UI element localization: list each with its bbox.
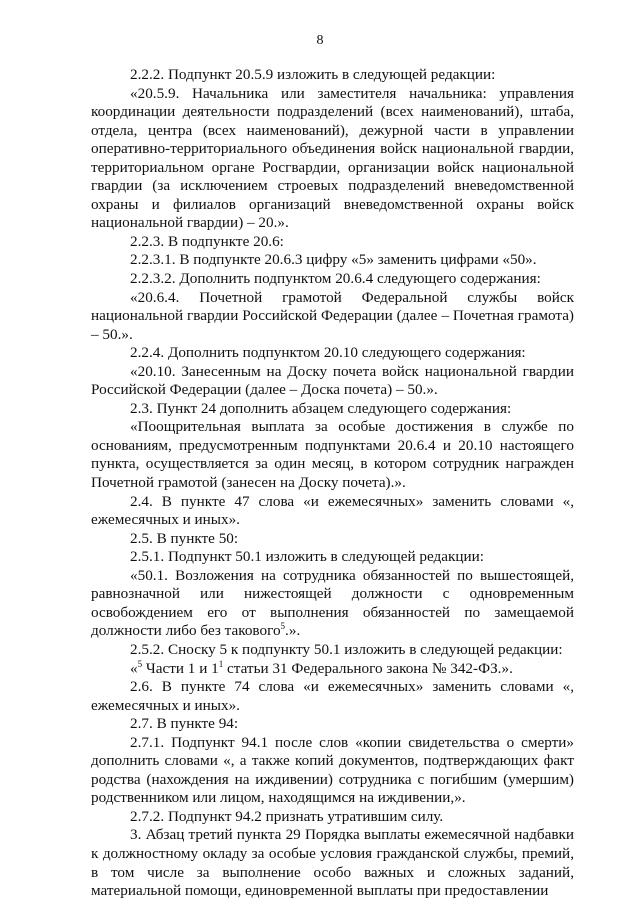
paragraph: 2.6. В пункте 74 слова «и ежемесячных» заменить словами «, ежемесячных и иных». xyxy=(91,678,574,714)
footnote-sup: 5 xyxy=(137,658,143,669)
paragraph-50-1-tail: .». xyxy=(285,622,301,640)
paragraph: 3. Абзац третий пункта 29 Порядка выплаты ежемесячной надбавки к должностному окладу за особые условия гражданской службы, премий, в том числе за выполнение особо важных и сложных заданий, материальной помощи, единовременной выплаты при предоставлении xyxy=(91,826,574,900)
paragraph: 2.2.3. В подпункте 20.6: xyxy=(130,232,284,250)
paragraph: 2.3. Пункт 24 дополнить абзацем следующего содержания: xyxy=(130,399,512,417)
paragraph: 2.2.3.1. В подпункте 20.6.3 цифру «5» заменить цифрами «50». xyxy=(130,251,537,269)
page-number: 8 xyxy=(316,33,324,48)
paragraph: 2.7. В пункте 94: xyxy=(130,715,239,733)
paragraph: 2.7.1. Подпункт 94.1 после слов «копии свидетельства о смерти» дополнить словами «, а также копий документов, подтверждающих факт родства (нахождения на иждивении) сотрудника с погибшим (умершим) родственником или лицом, находящимся на иждивении,». xyxy=(91,733,574,807)
footnote-tail: статьи 31 Федерального закона № 342-ФЗ.». xyxy=(223,659,513,677)
document-body xyxy=(91,66,574,901)
paragraph: 2.2.2. Подпункт 20.5.9 изложить в следующей редакции: xyxy=(130,66,496,83)
paragraph: «20.6.4. Почетной грамотой Федеральной службы войск национальной гвардии Российской Федерации (далее – Почетная грамота) – 50.». xyxy=(91,288,574,343)
paragraph-50-1 xyxy=(91,567,574,641)
paragraph: 2.5.1. Подпункт 50.1 изложить в следующей редакции: xyxy=(130,548,484,566)
footnote-line xyxy=(91,660,574,679)
footnote-ref: 5 xyxy=(280,621,286,632)
footnote-sup-part: 1 xyxy=(218,658,224,669)
paragraph: 2.2.3.2. Дополнить подпунктом 20.6.4 следующего содержания: xyxy=(130,270,541,288)
paragraph-50-1-text: «50.1. Возложения на сотрудника обязанностей по вышестоящей, равнозначной или нижестоящей должности с одновременным освобождением его от выполнения обязанностей по замещаемой должности либо без такового xyxy=(91,566,574,640)
footnote-mid: Части 1 и 1 xyxy=(142,659,219,677)
paragraph: 2.2.4. Дополнить подпунктом 20.10 следующего содержания: xyxy=(130,344,526,362)
paragraph: 2.4. В пункте 47 слова «и ежемесячных» заменить словами «, ежемесячных и иных». xyxy=(91,492,574,529)
paragraph: 2.5. В пункте 50: xyxy=(130,529,239,547)
paragraph: «20.5.9. Начальника или заместителя начальника: управления координации деятельности подразделений (всех наименований), штаба, отдела, центра (всех наименований), дежурной части в управлении оперативно-территориального объединения войск национальной гвардии, территориальном органе Росгвардии, организации войск национальной гвардии (за исключением строевых подразделений вневедомственной охраны и филиалов организаций вневедомственной охраны войск национальной гвардии) – 20.». xyxy=(91,84,574,232)
paragraph: 2.5.2. Сноску 5 к подпункту 50.1 изложить в следующей редакции: xyxy=(130,640,563,658)
footnote-open: « xyxy=(130,659,138,677)
paragraph: «20.10. Занесенным на Доску почета войск национальной гвардии Российской Федерации (далее – Доска почета) – 50.». xyxy=(91,362,574,399)
paragraph: 2.7.2. Подпункт 94.2 признать утратившим силу. xyxy=(130,807,444,825)
paragraph: «Поощрительная выплата за особые достижения в службе по основаниям, предусмотренным подпунктами 20.6.4 и 20.10 настоящего пункта, осуществляется за один месяц, в котором сотрудник награжден Почетной грамотой (занесен на Доску почета).». xyxy=(91,418,574,492)
